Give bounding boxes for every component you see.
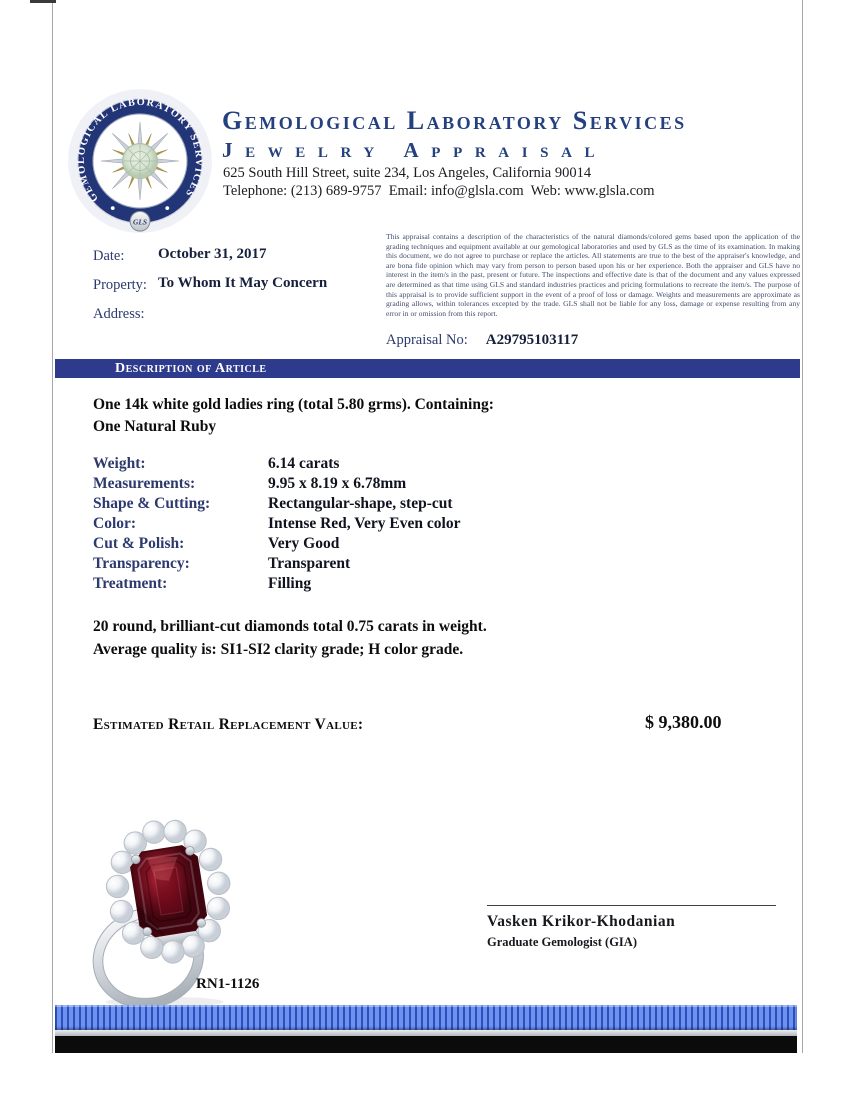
spec-value: Filling xyxy=(268,575,312,592)
logo-monogram: GLS xyxy=(133,217,147,227)
section-title-bar: Description of Article xyxy=(55,359,800,378)
left-border-line xyxy=(52,0,53,1053)
spec-label: Transparency: xyxy=(93,555,190,572)
spec-label: Treatment: xyxy=(93,575,168,592)
appraisal-number-row xyxy=(386,331,578,349)
spec-label: Measurements: xyxy=(93,475,196,492)
signature-line xyxy=(487,905,776,906)
bottom-ribbon-shadow xyxy=(55,1036,797,1053)
spec-value: Intense Red, Very Even color xyxy=(268,515,461,532)
replacement-value-amount: $ 9,380.00 xyxy=(645,712,722,732)
logo-ring-text: GEMOLOGICAL LABORATORY SERVICES xyxy=(75,96,205,204)
spec-value: Very Good xyxy=(268,535,340,552)
item-reference: RN1-1126 xyxy=(196,976,260,992)
date-label: Date: xyxy=(93,248,125,264)
appraiser-name: Vasken Krikor-Khodanian xyxy=(487,913,676,930)
scan-artifact xyxy=(30,0,56,3)
document-type: Jewelry Appraisal xyxy=(222,138,608,162)
article-description-line2: One Natural Ruby xyxy=(93,418,217,435)
org-name: Gemological Laboratory Services xyxy=(222,106,687,135)
org-contact: Telephone: (213) 689-9757 Email: info@glsla.com Web: www.glsla.com xyxy=(223,183,655,199)
starburst-icon xyxy=(101,122,179,200)
disclaimer-text: This appraisal contains a description of the characteristics of the natural diamonds/colored gems based upon the application of the grading techniques and equipment available at our gemological laboratories and used by GLS as the time of its examination. In making this document, we do not agree to purchase or replace the articles. All statements are true to the best of the appraiser's knowledge, and are bona fide opinion which may vary from person to person based upon his or her experience. Both the appraiser and GLS have no interest in the item/s in the past, present or future. The inspections and effective date is that of the document and any values expressed are determined as that time using GLS and standard industries practices and pricing formulations to recreate the item/s. The purpose of this appraisal is to provide sufficient support in the event of a proof of loss or damage. Weights and measurements are approximate as grading allows, within tolerances excepted by the trade. GLS shall not be liable for any loss, damage or expense resulting from any error in or omission from this report. xyxy=(386,232,800,318)
spec-label: Color: xyxy=(93,515,137,532)
property-value: To Whom It May Concern xyxy=(158,275,328,291)
org-address: 625 South Hill Street, suite 234, Los Angeles, California 90014 xyxy=(223,165,592,181)
spec-value: 9.95 x 8.19 x 6.78mm xyxy=(268,475,407,492)
spec-label: Shape & Cutting: xyxy=(93,495,211,512)
property-label: Property: xyxy=(93,277,147,293)
appraiser-title: Graduate Gemologist (GIA) xyxy=(487,935,637,949)
appraisal-no-value: A29795103117 xyxy=(485,332,579,348)
appraisal-no-label: Appraisal No: xyxy=(386,332,468,348)
right-border-line xyxy=(802,0,803,1053)
spec-value: Transparent xyxy=(268,555,351,572)
date-value: October 31, 2017 xyxy=(158,246,267,262)
article-description-line1: One 14k white gold ladies ring (total 5.80 grms). Containing: xyxy=(93,396,494,413)
spec-label: Weight: xyxy=(93,455,146,472)
address-label: Address: xyxy=(93,306,145,322)
diamonds-line2: Average quality is: SI1-SI2 clarity grade; H color grade. xyxy=(93,641,464,658)
diamonds-line1: 20 round, brilliant-cut diamonds total 0.75 carats in weight. xyxy=(93,618,487,635)
spec-value: 6.14 carats xyxy=(268,455,340,472)
spec-label: Cut & Polish: xyxy=(93,535,185,552)
ring-head xyxy=(97,811,241,972)
bottom-ribbon-stripes xyxy=(55,1005,797,1030)
spec-value: Rectangular-shape, step-cut xyxy=(268,495,453,512)
replacement-value-label: Estimated Retail Replacement Value: xyxy=(93,716,364,733)
gls-logo-icon xyxy=(66,87,214,235)
